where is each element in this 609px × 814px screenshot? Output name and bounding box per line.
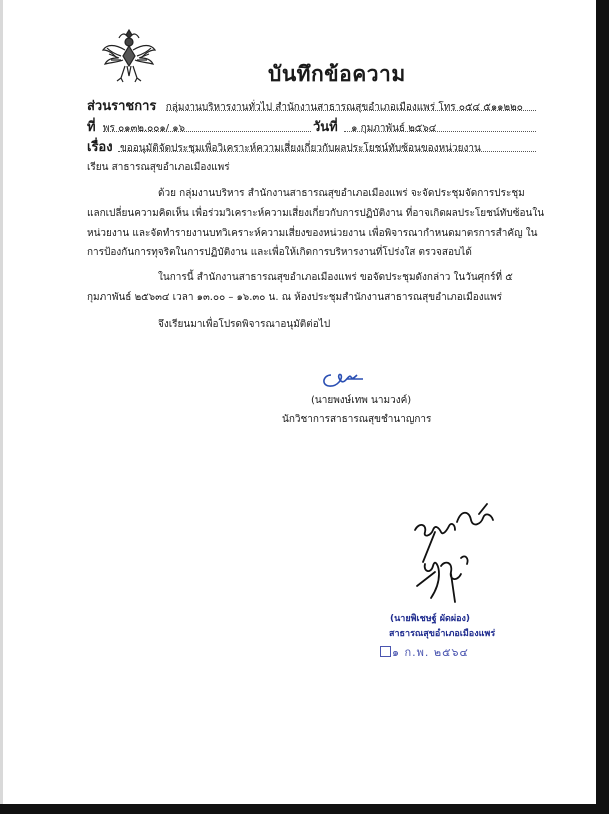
date-row bbox=[313, 116, 436, 137]
paragraph2-line: ในการนี้ สำนักงานสาธารณสุขอำเภอเมืองแพร่ ขอจัดประชุมดังกล่าว ในวันศุกร์ที่ ๕ bbox=[158, 272, 513, 283]
paragraph2-line: กุมภาพันธ์ ๒๕๖๓๔ เวลา ๑๓.๐๐ – ๑๖.๓๐ น. ณ ห้องประชุมสำนักงานสาธารณสุขอำเภอเมืองแพร่ bbox=[87, 292, 503, 303]
stamp-approver-name: (นายพิเชษฐ์ ผัดผ่อง) bbox=[390, 614, 471, 624]
paragraph1-line: การป้องกันการทุจริตในการปฏิบัติงาน และเพื่อให้เกิดการบริหารงานที่โปร่งใส ตรวจสอบได้ bbox=[87, 247, 472, 258]
calendar-stamp-icon bbox=[380, 646, 391, 657]
paragraph1-line: หน่วยงาน และจัดทำรายงานบทวิเคราะห์ความเสี่ยงของหน่วยงาน เพื่อพิจารณากำหนดมาตรการสำคัญ ใน bbox=[87, 228, 538, 239]
signer-name: (นายพงษ์เทพ นามวงค์) bbox=[311, 395, 412, 406]
reference-dotted-line bbox=[103, 131, 311, 132]
approval-handwriting bbox=[395, 502, 505, 610]
subject-label: เรื่อง bbox=[87, 140, 113, 155]
subject-dotted-line bbox=[118, 151, 536, 152]
paragraph1-line: ด้วย กลุ่มงานบริหาร สำนักงานสาธารณสุขอำเภอเมืองแพร่ จะจัดประชุมจัดการประชุม bbox=[158, 188, 525, 199]
department-value: กลุ่มงานบริหารงานทั่วไป สำนักงานสาธารณสุขอำเภอเมืองแพร่ โทร ๐๕๔ ๕๑๑๒๒๐ bbox=[165, 102, 523, 113]
closing-line: จึงเรียนมาเพื่อโปรดพิจารณาอนุมัติต่อไป bbox=[158, 319, 331, 330]
subject-value: ขออนุมัติจัดประชุมเพื่อวิเคราะห์ความเสี่ยงเกี่ยวกับผลประโยชน์ทับซ้อนของหน่วยงาน bbox=[119, 143, 481, 154]
scan-bottom-border bbox=[0, 804, 609, 814]
date-value: ๑ กุมภาพันธ์ ๒๕๖๔ bbox=[351, 123, 437, 134]
signer-signature bbox=[317, 365, 367, 391]
reference-row bbox=[87, 116, 185, 137]
stamp-date: ๑ ก.พ. ๒๕๖๔ bbox=[392, 646, 469, 659]
scan-left-edge bbox=[0, 0, 3, 814]
date-label: วันที่ bbox=[313, 120, 338, 135]
stamp-approver-org: สาธารณสุขอำเภอเมืองแพร่ bbox=[389, 629, 496, 639]
date-dotted-line bbox=[344, 131, 536, 132]
signer-position: นักวิชาการสาธารณสุขชำนาญการ bbox=[282, 414, 432, 425]
memo-title: บันทึกข้อความ bbox=[268, 62, 406, 86]
garuda-emblem-icon bbox=[101, 26, 157, 84]
scan-right-border bbox=[596, 0, 609, 814]
subject-row bbox=[87, 136, 481, 157]
paragraph1-line: แลกเปลี่ยนความคิดเห็น เพื่อร่วมวิเคราะห์ความเสี่ยงเกี่ยวกับการปฏิบัติงาน ที่อาจเกิดผลประโยชน์ทับซ้อนใน bbox=[87, 208, 545, 219]
department-label: ส่วนราชการ bbox=[87, 99, 157, 114]
department-row bbox=[87, 95, 523, 116]
salutation: เรียน สาธารณสุขอำเภอเมืองแพร่ bbox=[87, 162, 230, 173]
reference-label: ที่ bbox=[87, 120, 96, 135]
department-dotted-line bbox=[166, 110, 536, 111]
reference-value: พร ๐๑๓๒.๐๐๑/ ๑๖ bbox=[102, 123, 185, 134]
approval-word bbox=[455, 507, 481, 521]
